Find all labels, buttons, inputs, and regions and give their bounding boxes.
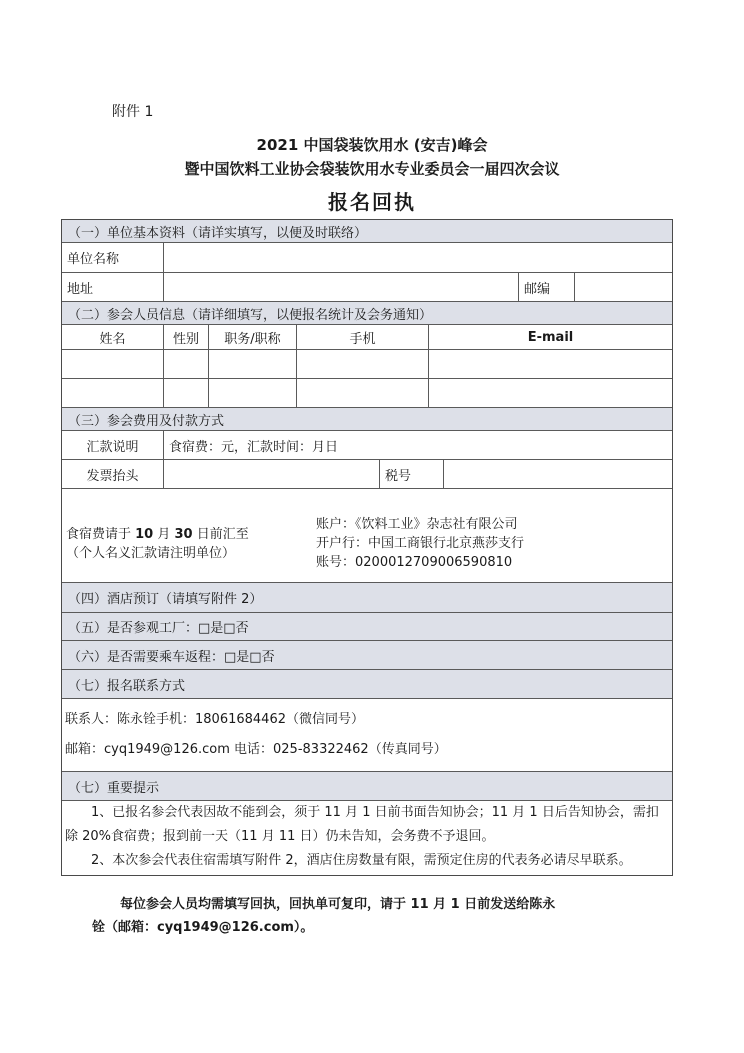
remit-field[interactable]: 食宿费：元，汇款时间：月日 [169,439,339,455]
section-header-fees: （三）参会费用及付款方式 [62,408,672,431]
attendee-mobile-field[interactable] [297,350,429,378]
invoice-label: 发票抬头 [62,460,164,488]
form-title: 报名回执 [328,190,416,214]
contact-person: 联系人：陈永铨手机：18061684462（微信同号） [65,712,364,727]
attendee-gender-field[interactable] [164,350,209,378]
invoice-row [62,460,672,489]
attendee-row [62,350,672,379]
postcode-field[interactable] [575,273,672,301]
attendee-email-field[interactable] [429,350,672,378]
company-row [62,243,672,273]
title-line-1: 2021 中国袋装饮用水 (安吉)峰会 [256,136,488,154]
bank-name: 开户行：中国工商银行北京燕莎支行 [316,536,525,551]
company-field[interactable] [164,243,672,272]
invoice-field[interactable] [164,460,380,488]
section-header-notes: （七）重要提示 [62,772,672,801]
note-2: 2、本次参会代表住宿需填写附件 2，酒店住房数量有限，需预定住房的代表务必请尽早联系。 [91,853,632,868]
column-header-name: 姓名 [62,325,164,349]
attendee-mobile-field[interactable] [297,379,429,407]
attendee-email-field[interactable] [429,379,672,407]
attendee-name-field[interactable] [62,350,164,378]
company-label: 单位名称 [62,243,164,272]
title-line-2: 暨中国饮料工业协会袋装饮用水专业委员会一届四次会议 [184,160,560,178]
section-header-factory-visit: （五）是否参观工厂：□是□否 [62,613,672,641]
tax-label: 税号 [380,460,444,488]
address-row [62,273,672,302]
contact-info [62,699,672,772]
attendee-title-field[interactable] [209,350,297,378]
tax-field[interactable] [444,460,672,488]
postcode-label: 邮编 [519,273,575,301]
account-number: 账号：0200012709006590810 [316,555,513,570]
payment-deadline-note: （个人名义汇款请注明单位） [66,546,236,561]
account-name: 账户：《饮料工业》杂志社有限公司 [316,517,518,532]
attendee-row [62,379,672,408]
section-header-basic-info: （一）单位基本资料（请详实填写，以便及时联络） [62,220,672,243]
registration-form [61,219,673,876]
column-header-title: 职务/职称 [209,325,297,349]
column-header-email: E-mail [527,329,574,345]
payment-info [62,489,672,583]
address-field[interactable] [164,273,519,301]
section-header-attendees: （二）参会人员信息（请详细填写，以便报名统计及会务通知） [62,302,672,325]
contact-email-phone: 邮箱：cyq1949@126.com 电话：025-83322462（传真同号） [65,742,447,757]
attendee-name-field[interactable] [62,379,164,407]
important-notes [62,801,672,875]
footer-instructions [92,893,672,939]
payment-deadline: 食宿费请于 10 月 30 日前汇至 [66,527,249,542]
footer-line-1: 每位参会人员均需填写回执，回执单可复印，请于 11 月 1 日前发送给陈永 [120,897,556,912]
column-header-mobile: 手机 [297,325,429,349]
section-header-return-shuttle: （六）是否需要乘车返程：□是□否 [62,641,672,670]
section-header-contact: （七）报名联系方式 [62,670,672,699]
attendee-gender-field[interactable] [164,379,209,407]
address-label: 地址 [62,273,164,301]
attendee-table-header [62,325,672,350]
remit-row [62,431,672,460]
attendee-title-field[interactable] [209,379,297,407]
note-1: 1、已报名参会代表因故不能到会，须于 11 月 1 日前书面告知协会；11 月 1 日后告知协会，需扣除 20%食宿费；报到前一天（11 月 11 日）仍未告知，会务费不予退回。 [65,805,659,844]
footer-line-2: 铨（邮箱：cyq1949@126.com）。 [92,920,314,935]
attachment-label: 附件 1 [112,104,154,120]
section-header-hotel: （四）酒店预订（请填写附件 2） [62,583,672,613]
column-header-gender: 性别 [164,325,209,349]
remit-label: 汇款说明 [62,431,164,459]
